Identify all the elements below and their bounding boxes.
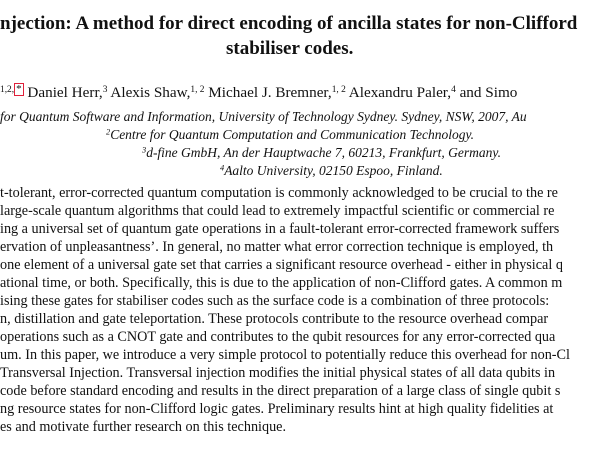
paper-title-line-2: stabiliser codes. <box>226 38 354 59</box>
affiliation-line <box>220 164 443 178</box>
abstract-line: one element of a universal gate set that carries a significant resource overhead - either in physical q <box>0 257 563 273</box>
author-affiliation: 1, 2 <box>190 84 205 95</box>
author-name: Alexandru Paler, <box>348 84 452 101</box>
abstract-line: large-scale quantum algorithms that could lead to extremely impactful scientific or commercial re <box>0 203 555 219</box>
author-name: and Simo <box>459 84 518 101</box>
author-affiliation: 4 <box>451 84 456 95</box>
affiliation-text: Centre for Quantum Computation and Communication Technology. <box>110 127 475 142</box>
abstract-line: t-tolerant, error-corrected quantum computation is commonly acknowledged to be crucial to the re <box>0 185 558 201</box>
affiliation-text: for Quantum Software and Information, University of Technology Sydney. Sydney, NSW, 2007, Au <box>0 109 527 124</box>
abstract-line: ational time, or both. Specifically, this is due to the application of non-Clifford gates. A common m <box>0 275 563 291</box>
author-affiliation: 3 <box>102 84 108 95</box>
affiliation-text: d-fine GmbH, An der Hauptwache 7, 60213, Frankfurt, Germany. <box>146 145 502 160</box>
abstract-line: um. In this paper, we introduce a very simple protocol to potentially reduce this overhead for non-Cl <box>0 347 570 363</box>
abstract-line: es and motivate further research on this technique. <box>0 419 287 435</box>
affiliation-line <box>142 146 501 160</box>
author-name: Alexis Shaw, <box>110 84 191 101</box>
abstract-line: code before standard encoding and results in the direct preparation of a large class of single qubit s <box>0 383 561 399</box>
author-name: Michael J. Bremner, <box>208 84 332 101</box>
affiliation-number: 4 <box>220 163 225 173</box>
affiliation-text: Aalto University, 02150 Espoo, Finland. <box>224 163 443 178</box>
author-name: Daniel Herr, <box>27 84 103 101</box>
paper-title-line-1: njection: A method for direct encoding of ancilla states for non-Clifford <box>0 13 578 34</box>
abstract-line: ing a universal set of quantum gate operations in a fault-tolerant error-corrected framework suffers <box>0 221 560 237</box>
affiliation-number: 2 <box>106 127 111 137</box>
abstract-line: ising these gates for stabiliser codes such as the surface code is a combination of three protocols: <box>0 293 550 309</box>
footnote-marker-link[interactable]: * <box>16 83 22 95</box>
abstract-line: operations such as a CNOT gate and contributes to the qubit resources for any error-corrected qua <box>0 329 556 345</box>
abstract-line: ervation of unpleasantness’. In general, no matter what error correction technique is employed, th <box>0 239 554 255</box>
affiliation-line <box>0 110 527 124</box>
abstract-line: ng resource states for non-Clifford logic gates. Preliminary results hint at high quality fidelities at <box>0 401 554 417</box>
abstract-line: Transversal Injection. Transversal injection modifies the initial physical states of all data qubits in <box>0 365 556 381</box>
author-list <box>0 85 517 101</box>
affiliation-number: 3 <box>142 145 147 155</box>
affiliation-line <box>106 128 474 142</box>
author-affiliation: 1, 2 <box>331 84 346 95</box>
abstract-line: n, distillation and gate teleportation. These protocols contribute to the resource overhead compar <box>0 311 549 327</box>
author-0-affiliation: 1,2, <box>0 84 15 95</box>
